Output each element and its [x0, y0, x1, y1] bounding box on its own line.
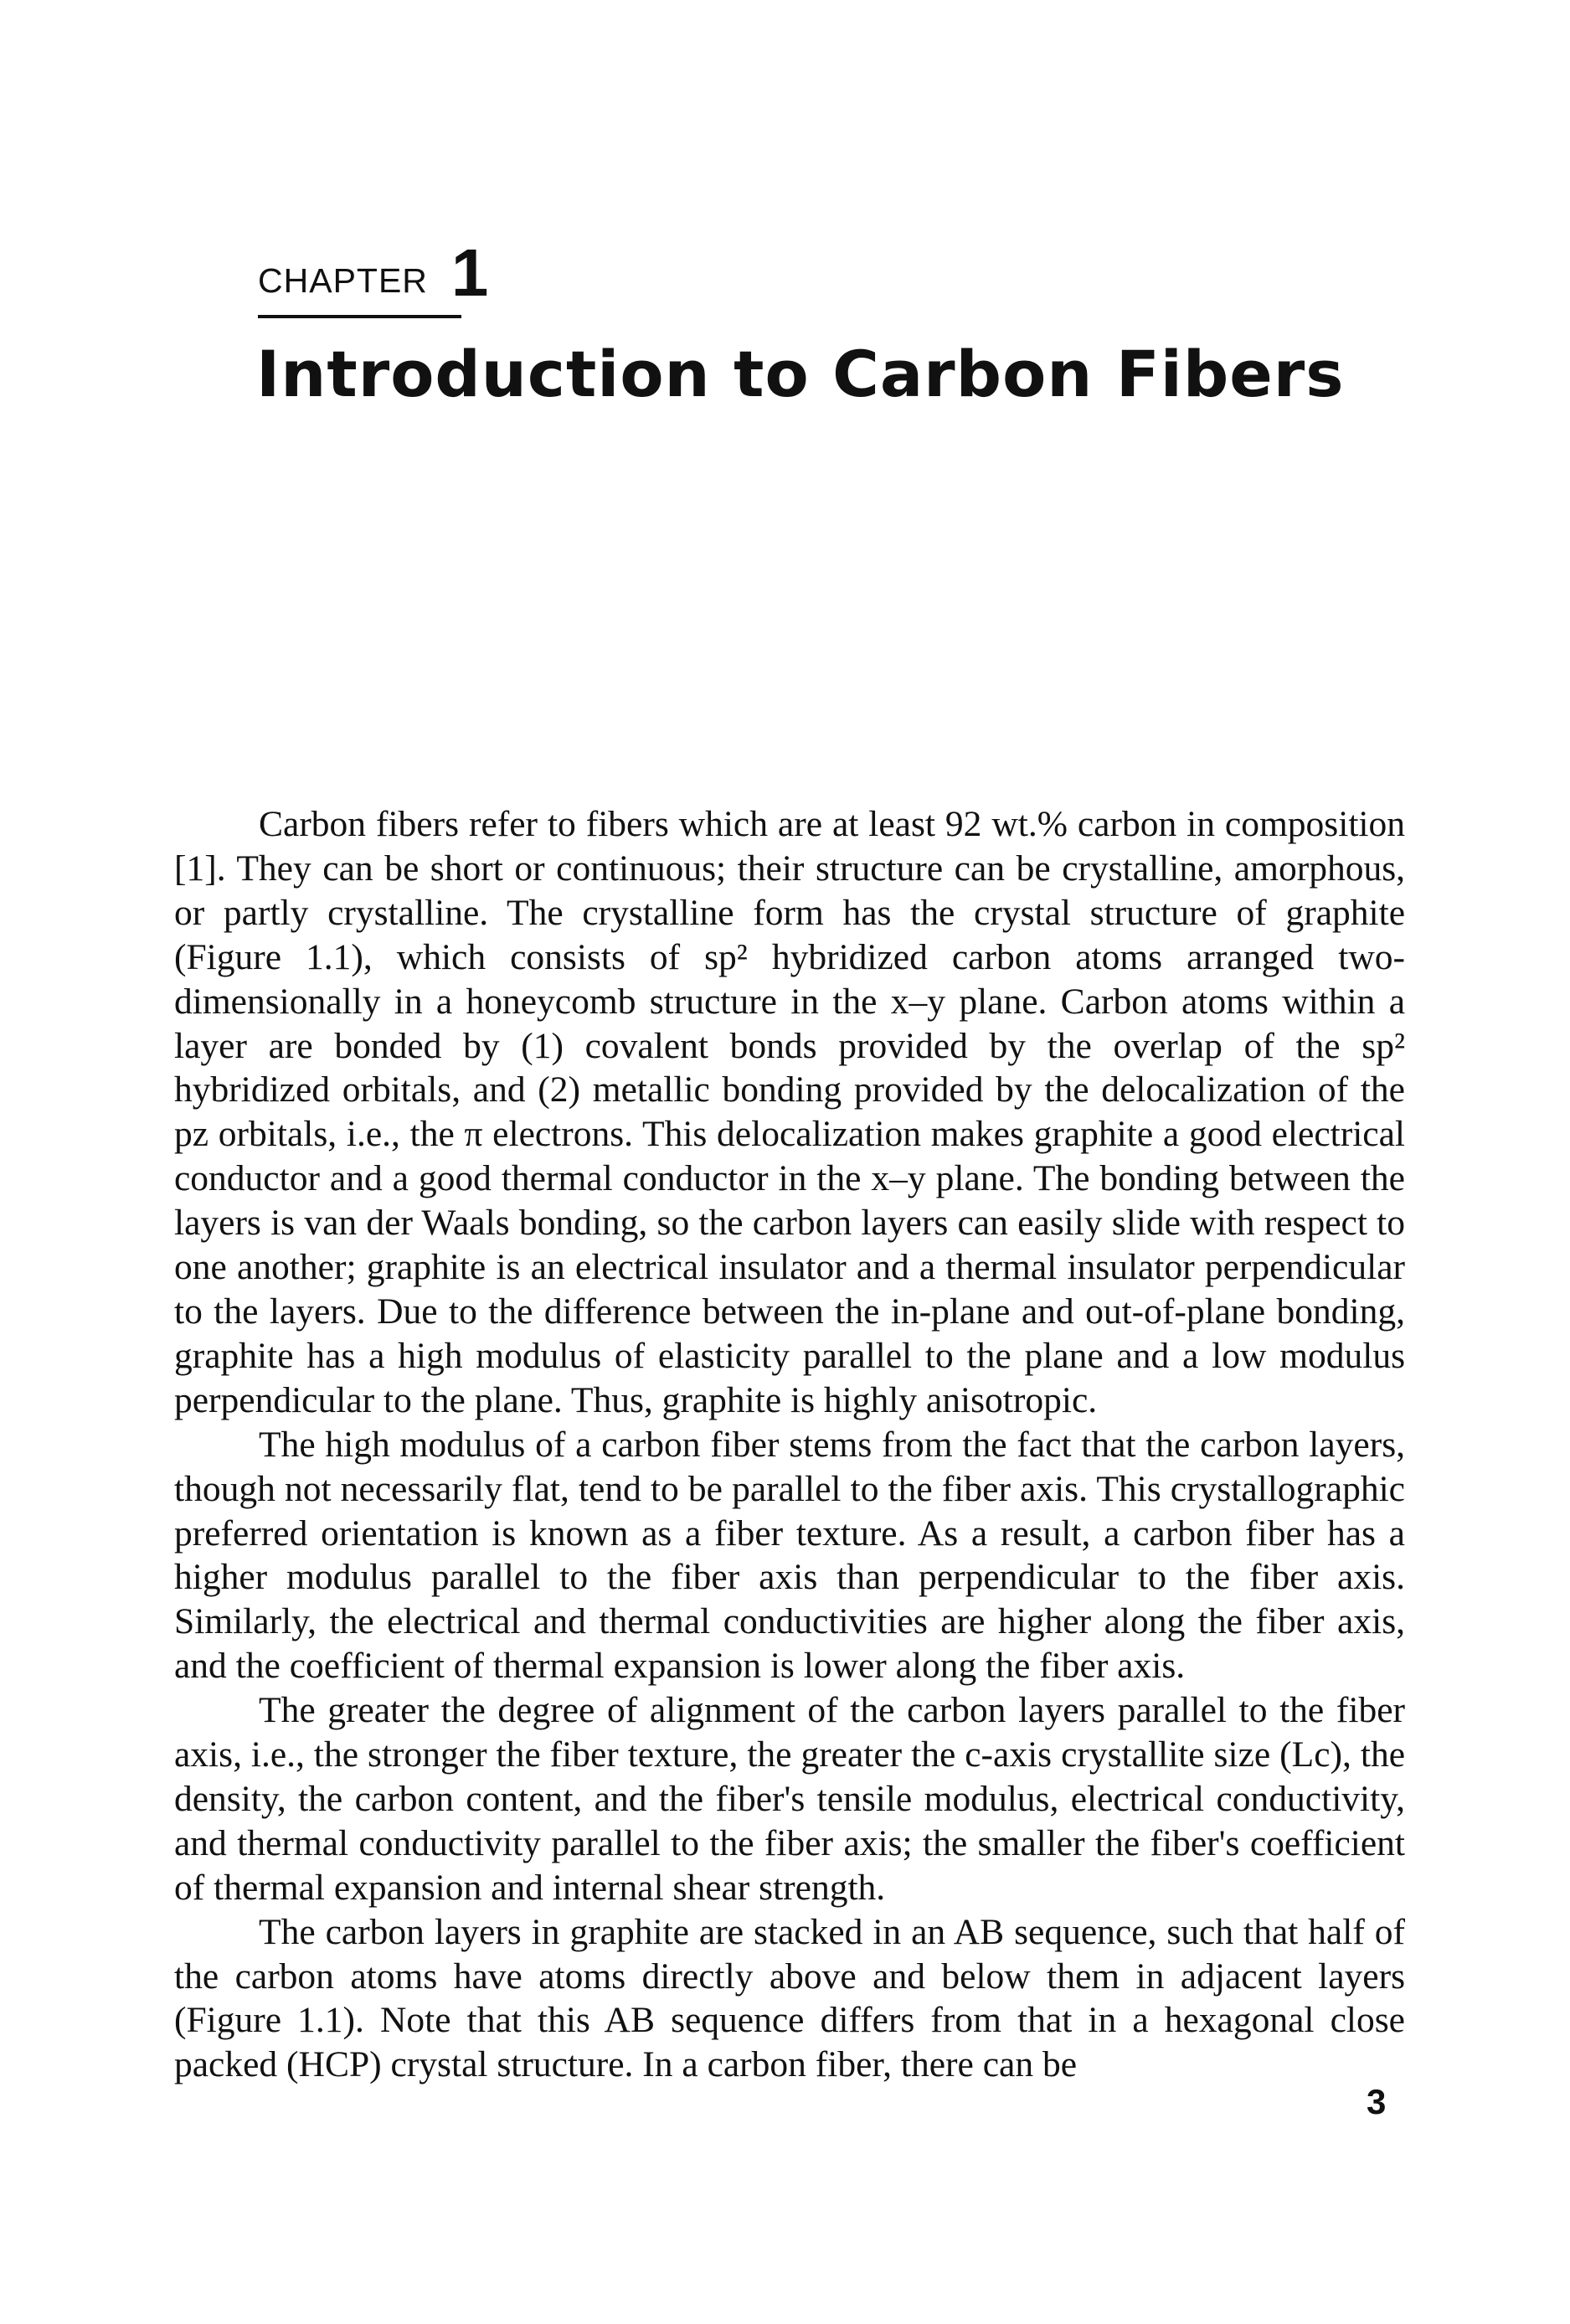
- chapter-label: CHAPTER: [258, 261, 428, 300]
- paragraph: The greater the degree of alignment of the carbon layers parallel to the fiber axis, i.e., the stronger the fiber texture, the greater the c-axis crystallite size (Lc), the density, the carbon content, and the fiber's tensile modulus, electrical conductivity, and thermal conductivity parallel to the fiber axis; the smaller the fiber's coefficient of thermal expansion and internal shear strength.: [174, 1690, 1405, 1908]
- chapter-rule: [258, 315, 461, 318]
- chapter-number: 1: [450, 235, 489, 310]
- page-number: 3: [1367, 2082, 1387, 2121]
- paragraph: The high modulus of a carbon fiber stems from the fact that the carbon layers, though not necessarily flat, tend to be parallel to the fiber axis. This crystallographic preferred orientation is known as a fiber texture. As a result, a carbon fiber has a higher modulus parallel to the fiber axis than perpendicular to the fiber axis. Similarly, the electrical and thermal conductivities are higher along the fiber axis, and the coefficient of thermal expansion is lower along the fiber axis.: [174, 1424, 1405, 1687]
- body-text: [174, 802, 1405, 2087]
- chapter-heading: [258, 235, 489, 310]
- chapter-title: Introduction to Carbon Fibers: [256, 337, 1345, 411]
- paragraph: Carbon fibers refer to fibers which are at least 92 wt.% carbon in composition [1]. They can be short or continuous; their structure can be crystalline, amorphous, or partly crystalline. The crystalline form has the crystal structure of graphite (Figure 1.1), which consists of sp² hybridized carbon atoms arranged two-dimensionally in a honeycomb structure in the x–y plane. Carbon atoms within a layer are bonded by (1) covalent bonds provided by the overlap of the sp² hybridized orbitals, and (2) metallic bonding provided by the delocalization of the pz orbitals, i.e., the π electrons. This delocalization makes graphite a good electrical conductor and a good thermal conductor in the x–y plane. The bonding between the layers is van der Waals bonding, so the carbon layers can easily slide with respect to one another; graphite is an electrical insulator and a thermal insulator perpendicular to the layers. Due to the difference between the in-plane and out-of-plane bonding, graphite has a high modulus of elasticity parallel to the plane and a low modulus perpendicular to the plane. Thus, graphite is highly anisotropic.: [174, 804, 1405, 1420]
- paragraph: The carbon layers in graphite are stacked in an AB sequence, such that half of the carbon atoms have atoms directly above and below them in adjacent layers (Figure 1.1). Note that this AB sequence differs from that in a hexagonal close packed (HCP) crystal structure. In a carbon fiber, there can be: [174, 1911, 1405, 2085]
